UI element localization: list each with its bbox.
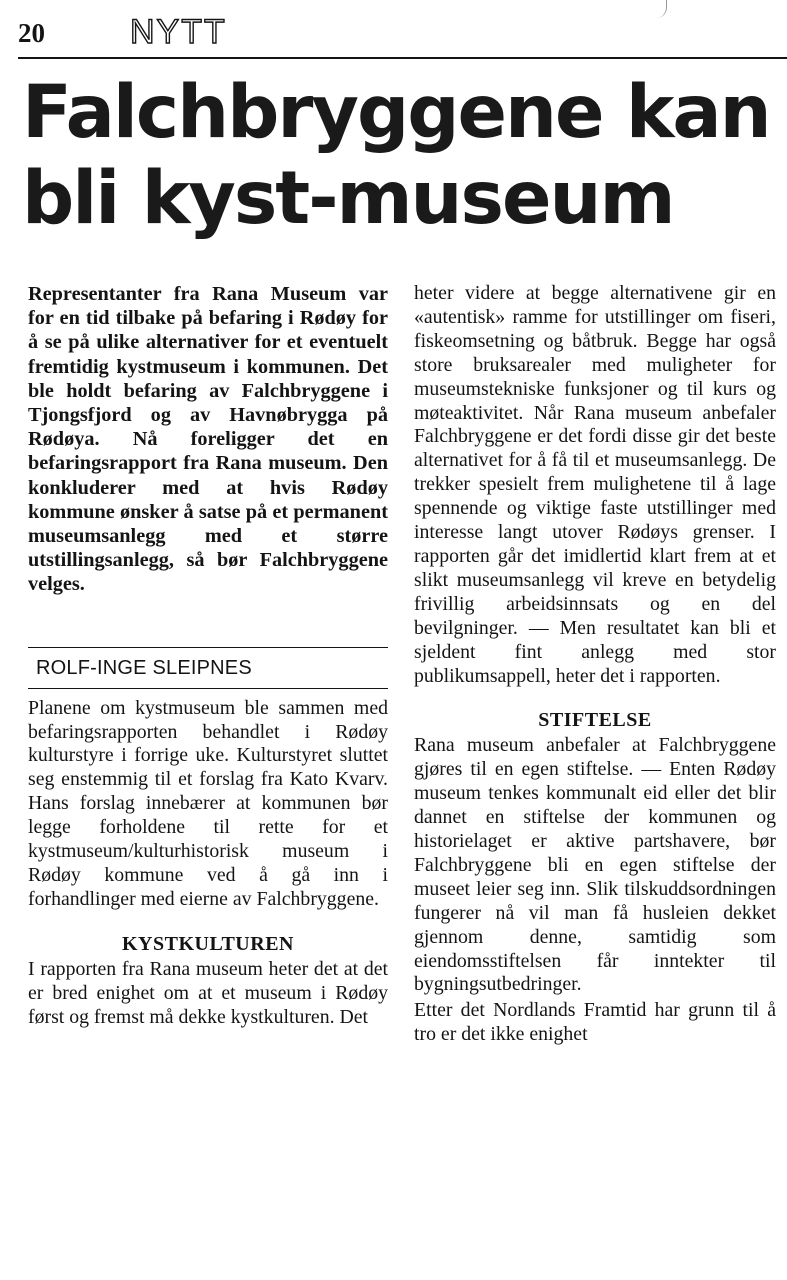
article-body-paragraph: I rapporten fra Rana museum heter det at det er bred enighet om at et museum i Rødøy først og fremst må dekke kystkulturen. Det [28,957,388,1028]
subheading-kystkulturen: KYSTKULTUREN [122,932,294,955]
article-lead: Representanter fra Rana Museum var for en tid tilbake på befaring i Rødøy for å se på ulike alternativer for et eventuelt fremtidig kystmuseum i kommunen. Det ble holdt befaring av Falchbryggene i Tjongsfjord og av Havnøbrygga på Rødøya. Nå foreligger det en befaringsrapport fra Rana museum. Den konkluderer med at hvis Rødøy kommune ønsker å satse på et permanent museumsanlegg med et større utstillingsanlegg, så bør Falchbryggene velges. [28,283,388,596]
article-column-left [28,282,388,1030]
page-header [18,14,787,58]
article-body-paragraph: Rana museum anbefaler at Falchbryggene gjøres til en egen stiftelse. — Enten Rødøy museum tenkes kommunalt eid eller det blir dannet en stiftelse der kommunen og historielaget er aktive partshavere, bør Falchbryggene bli en egen stiftelse der museet leier seg inn. Slik tilskuddsordningen fungerer nå vil man få husleien dekket gjennom denne, samtidig som eiendomsstiftelsen får inntekter til bygningsutbedringer. [414,734,776,996]
header-rule [18,57,787,59]
byline-rule-bottom [28,688,388,689]
article-body-paragraph: Planene om kystmuseum ble sammen med befaringsrapporten behandlet i Rødøy kulturstyre i forrige uke. Kulturstyret sluttet seg enstemmig til et forslag fra Kato Kvarv. Hans forslag innebærer at kommunen bør legge forholdene til rette for et kystmuseum/kulturhistorisk museum i Rødøy kommune ved å gå inn i forhandlinger med eierne av Falchbryggene. [28,696,388,910]
byline: ROLF-INGE SLEIPNES [36,656,252,679]
article-body-paragraph: heter videre at begge alternativene gir en «autentisk» ramme for utstillinger om fiseri, fiskeomsetning og båtbruk. Begge har også store bruksarealer med muligheter for museumstekniske funksjoner og til kurs og møteaktivitet. Når Rana museum anbefaler Falchbryggene er det fordi disse gir det beste alternativet for å få til et museumsanlegg. De trekker spesielt frem mulighetene til å lage spennende og viktige faste utstillinger med interesse langt utover Rødøys grenser. I rapporten går det imidlertid klart frem at et slikt museumsanlegg vil kreve en betydelig frivillig arbeidsinnsats og en del bevilgninger. — Men resultatet kan bli et sjeldent fint anlegg med stor publikumsappell, heter det i rapporten. [414,282,776,687]
section-title: NYTT [130,13,227,51]
article-column-right [414,282,776,1047]
subheading-stiftelse: STIFTELSE [538,709,652,732]
article-headline: Falchbryggene kan bli kyst-museum [22,70,770,241]
page-number: 20 [18,18,45,48]
article-body-paragraph: Etter det Nordlands Framtid har grunn til å tro er det ikke enighet [414,999,776,1046]
